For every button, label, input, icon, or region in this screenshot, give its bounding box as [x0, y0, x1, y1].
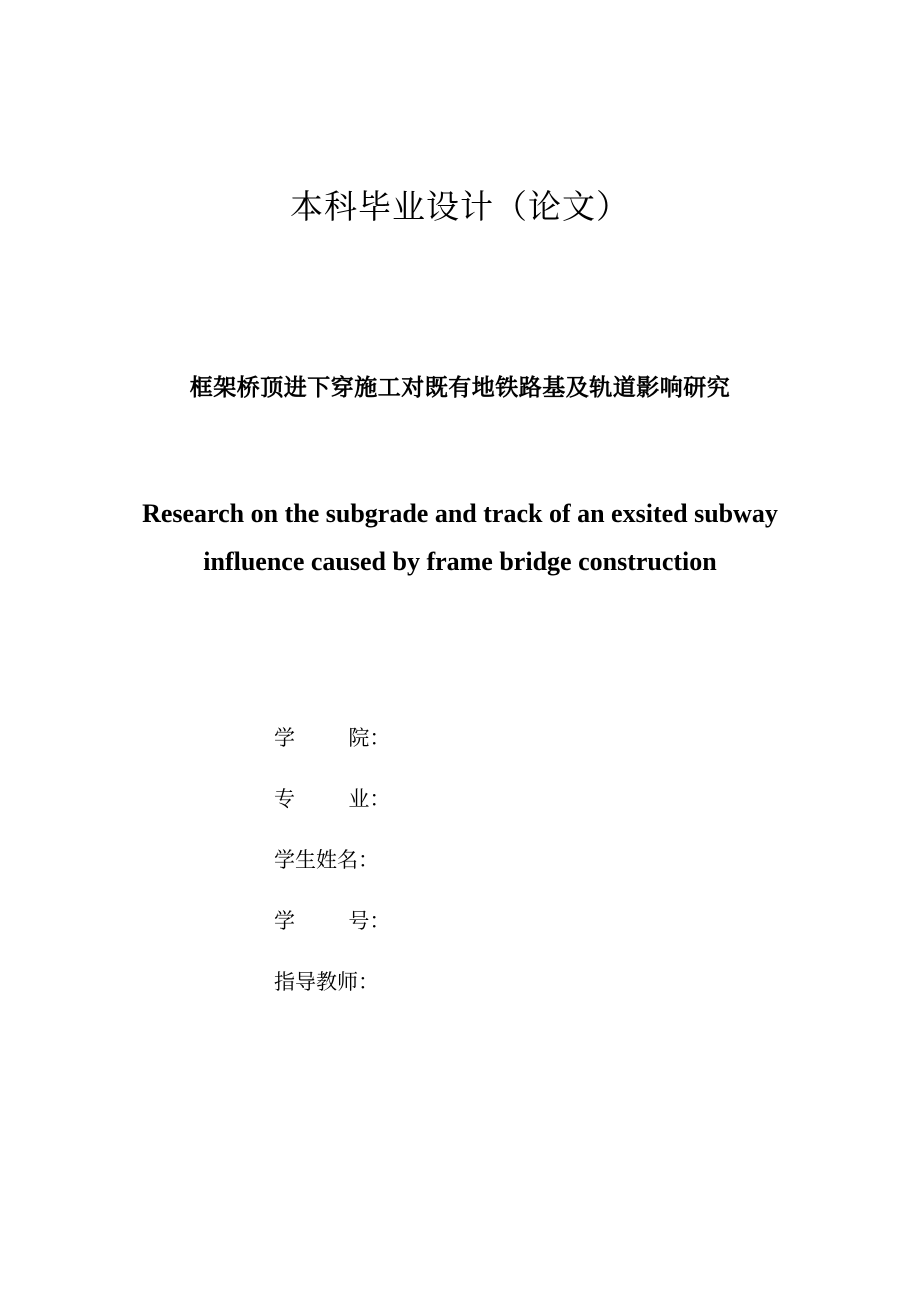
student-name-label: 学生姓名： [274, 848, 379, 872]
thesis-title-english-line-1: Research on the subgrade and track of an exsited subway [142, 499, 778, 528]
info-row-college [274, 718, 684, 779]
thesis-title-english [0, 490, 920, 586]
document-type-heading: 本科毕业设计（论文） [290, 187, 630, 226]
thesis-title-chinese: 框架桥顶进下穿施工对既有地铁路基及轨道影响研究 [189, 375, 731, 401]
info-row-student-name [274, 840, 684, 901]
thesis-title-english-line-2: influence caused by frame bridge construction [203, 547, 717, 576]
info-row-student-id [274, 901, 684, 962]
student-info-block [274, 718, 684, 1023]
info-row-major [274, 779, 684, 840]
info-row-advisor [274, 962, 684, 1023]
student-id-label: 学 号： [274, 909, 391, 933]
college-label: 学 院： [274, 726, 391, 750]
major-label: 专 业： [274, 787, 391, 811]
advisor-label: 指导教师： [274, 970, 379, 994]
